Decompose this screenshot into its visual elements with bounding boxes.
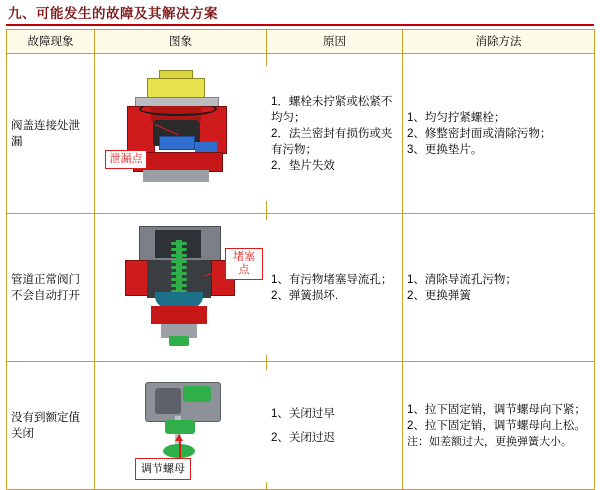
valve-body-left bbox=[125, 260, 149, 296]
adjusting-nut-callout bbox=[135, 458, 191, 480]
cell-figure-3 bbox=[95, 362, 267, 490]
cause-line: 均匀； bbox=[271, 111, 306, 124]
cell-cause-1 bbox=[267, 54, 403, 214]
adjusting-nut-callout-label: 调节螺母 bbox=[141, 462, 185, 475]
clogged-orifice-spring-diagram bbox=[99, 220, 269, 355]
solution-line: 3、更换垫片。 bbox=[407, 143, 483, 156]
valve-housing-cavity bbox=[155, 388, 181, 414]
clog-point-callout bbox=[225, 248, 263, 280]
valve-seal-ring bbox=[139, 102, 217, 116]
valve-disc bbox=[159, 136, 195, 150]
cause-line: 1．螺栓未拧紧或松紧不 bbox=[271, 95, 393, 108]
cause-line: 2．法兰密封有损伤或夹 bbox=[271, 127, 393, 140]
table-row bbox=[7, 214, 595, 362]
adjusting-nut bbox=[165, 420, 195, 434]
solution-note: 注：如差额过大，更换弹簧大小。 bbox=[407, 435, 572, 448]
cell-figure-2 bbox=[95, 214, 267, 362]
solution-line: 2、修整密封面或清除污物； bbox=[407, 127, 552, 140]
cell-phenomenon-1: 阀盖连接处泄漏 bbox=[7, 54, 95, 214]
cell-figure-1 bbox=[95, 54, 267, 214]
cell-solution-2 bbox=[403, 214, 595, 362]
cause-line: 2、弹簧损坏. bbox=[271, 289, 339, 302]
cell-cause-3 bbox=[267, 362, 403, 490]
column-header-phenomenon: 故障现象 bbox=[7, 30, 95, 54]
cell-phenomenon-2: 管道正常阀门不会自动打开 bbox=[7, 214, 95, 362]
cell-phenomenon-3: 没有到额定值关闭 bbox=[7, 362, 95, 490]
cause-line: 1、关闭过早 bbox=[271, 407, 335, 420]
solution-line: 1、清除导流孔污物； bbox=[407, 273, 517, 286]
valve-lower-body bbox=[151, 306, 207, 324]
cause-line: 2、关闭过迟 bbox=[271, 431, 335, 444]
cause-line: 1、有污物堵塞导流孔； bbox=[271, 273, 393, 286]
table-row bbox=[7, 54, 595, 214]
table-row bbox=[7, 362, 595, 490]
valve-cover-leak-diagram bbox=[99, 66, 269, 201]
valve-outlet-port bbox=[195, 142, 217, 152]
valve-bottom-flange bbox=[143, 170, 209, 182]
cause-line: 有污物； bbox=[271, 143, 317, 156]
cell-solution-1 bbox=[403, 54, 595, 214]
valve-stem-end bbox=[169, 336, 189, 346]
leak-point-callout bbox=[105, 150, 147, 169]
leak-point-callout-label: 泄漏点 bbox=[109, 153, 143, 165]
adjusting-nut-diagram bbox=[99, 370, 269, 482]
fault-troubleshooting-table bbox=[6, 29, 595, 490]
nut-callout-leader-line bbox=[179, 441, 181, 459]
column-header-solution: 消除方法 bbox=[403, 30, 595, 54]
cell-solution-3 bbox=[403, 362, 595, 490]
spring-top-retainer bbox=[183, 386, 211, 402]
cause-line: 2．垫片失效 bbox=[271, 159, 335, 172]
column-header-cause: 原因 bbox=[267, 30, 403, 54]
solution-line: 2、拉下固定销，调节螺母向上松。 bbox=[407, 419, 586, 432]
table-header-row bbox=[7, 30, 595, 54]
page-title: 九、可能发生的故障及其解决方案 bbox=[6, 4, 594, 26]
valve-spring bbox=[171, 242, 187, 298]
nut-callout-arrow-icon bbox=[175, 434, 183, 441]
solution-line: 1、均匀拧紧螺栓； bbox=[407, 111, 506, 124]
column-header-figure: 图象 bbox=[95, 30, 267, 54]
clog-point-callout-label: 堵塞点 bbox=[233, 251, 255, 276]
solution-line: 1、拉下固定销，调节螺母向下紧； bbox=[407, 403, 586, 416]
solution-line: 2、更换弹簧 bbox=[407, 289, 471, 302]
cell-cause-2 bbox=[267, 214, 403, 362]
